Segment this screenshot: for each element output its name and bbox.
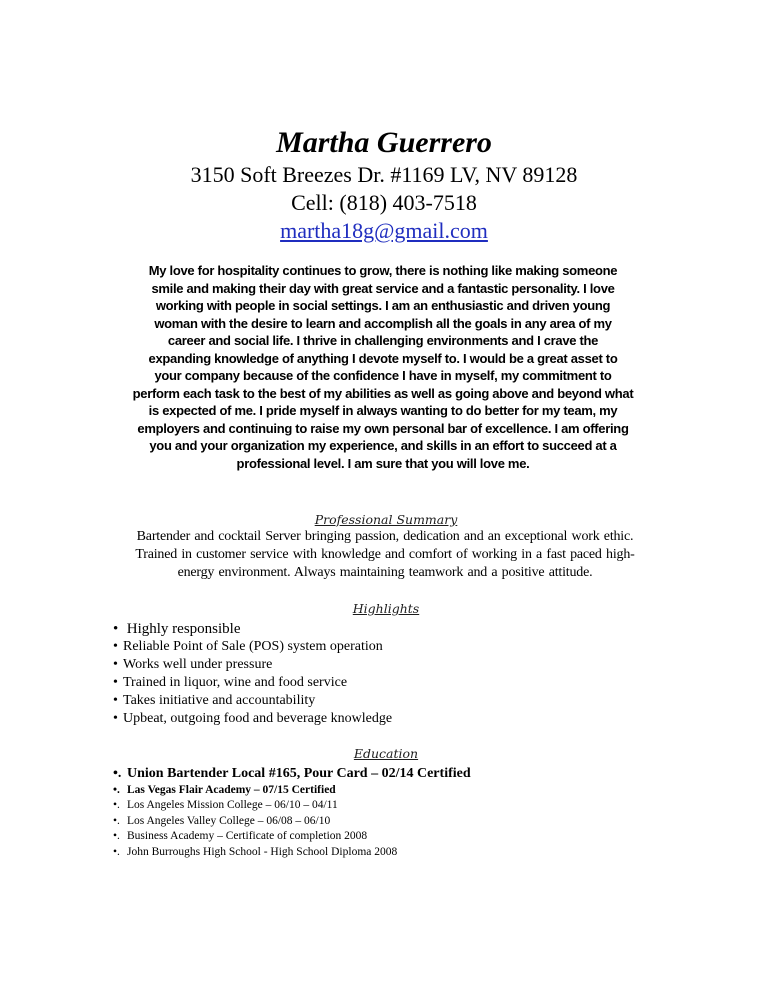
education-list [113, 764, 673, 860]
bullet-icon: •. [113, 799, 120, 811]
list-item [113, 798, 673, 814]
list-item [113, 814, 673, 830]
intro-line: woman with the desire to learn and accomplish all the goals in any area of my [154, 315, 612, 331]
highlight-text: Upbeat, outgoing food and beverage knowledge [123, 711, 393, 726]
bullet-icon: •. [113, 830, 120, 842]
bullet-icon: • [113, 621, 119, 637]
list-item [113, 620, 673, 638]
intro-paragraph [100, 262, 666, 472]
intro-line: career and social life. I thrive in challenging environments and I crave the [167, 333, 599, 348]
highlights-heading: Highlights [352, 601, 420, 616]
intro-line: smile and making their day with great service and a fantastic personality. I love [151, 280, 615, 296]
education-text: Union Bartender Local #165, Pour Card – 02/14 Certified [127, 766, 471, 781]
bullet-icon: •. [113, 784, 120, 796]
bullet-icon: • [113, 693, 118, 708]
summary-line: energy environment. Always maintaining teamwork and a positive attitude. [177, 565, 593, 580]
cell-phone: Cell: (818) 403-7518 [291, 190, 477, 215]
intro-line: perform each task to the best of my abilities as well as going above and beyond what [132, 385, 634, 401]
highlights-list [113, 620, 673, 728]
intro-line: your company because of the confidence I have in myself, my commitment to [154, 368, 612, 383]
summary-line: Trained in customer service with knowledge and comfort of working in a fast paced high- [135, 547, 635, 562]
education-text: Las Vegas Flair Academy – 07/15 Certified [127, 784, 336, 796]
education-heading: Education [353, 746, 419, 761]
list-item [113, 783, 673, 798]
list-item [113, 764, 673, 783]
bullet-icon: • [113, 657, 118, 672]
email-link[interactable]: martha18g@gmail.com [280, 218, 488, 243]
list-item [113, 656, 673, 674]
highlight-text: Trained in liquor, wine and food service [123, 675, 348, 690]
bullet-icon: • [113, 639, 118, 654]
highlight-text: Works well under pressure [123, 657, 273, 672]
intro-line: professional level. I am sure that you will love me. [236, 455, 530, 471]
list-item [113, 638, 673, 656]
intro-line: employers and continuing to raise my own personal bar of excellence. I am offering [137, 420, 629, 436]
list-item [113, 829, 673, 845]
bullet-icon: • [113, 675, 118, 690]
intro-line: working with people in social settings. I am an enthusiastic and driven young [155, 298, 611, 313]
list-item [113, 710, 673, 728]
highlight-text: Takes initiative and accountability [123, 693, 316, 708]
intro-line: is expected of me. I pride myself in always wanting to do better for my team, my [148, 403, 618, 418]
intro-line: My love for hospitality continues to grow, there is nothing like making someone [148, 263, 618, 278]
bullet-icon: •. [113, 814, 120, 827]
education-text: Los Angeles Mission College – 06/10 – 04/11 [127, 799, 338, 811]
list-item [113, 845, 673, 861]
education-text: Los Angeles Valley College – 06/08 – 06/10 [127, 814, 331, 827]
summary-line: Bartender and cocktail Server bringing passion, dedication and an exceptional work ethic. [136, 529, 634, 544]
list-item [113, 692, 673, 710]
list-item [113, 674, 673, 692]
education-text: Business Academy – Certificate of completion 2008 [127, 830, 368, 842]
education-text: John Burroughs High School - High School Diploma 2008 [127, 845, 398, 858]
highlight-text: Reliable Point of Sale (POS) system operation [123, 639, 383, 654]
highlight-text: Highly responsible [126, 621, 241, 637]
applicant-name: Martha Guerrero [276, 126, 492, 159]
bullet-icon: • [113, 711, 118, 726]
bullet-icon: •. [113, 766, 122, 781]
intro-line: expanding knowledge of anything I devote myself to. I would be a great asset to [148, 350, 618, 366]
summary-paragraph [112, 528, 658, 582]
summary-heading: Professional Summary [314, 512, 458, 527]
intro-line: you and your organization my experience, and skills in an effort to succeed at a [149, 438, 617, 453]
address: 3150 Soft Breezes Dr. #1169 LV, NV 89128 [190, 162, 578, 187]
bullet-icon: •. [113, 845, 120, 858]
